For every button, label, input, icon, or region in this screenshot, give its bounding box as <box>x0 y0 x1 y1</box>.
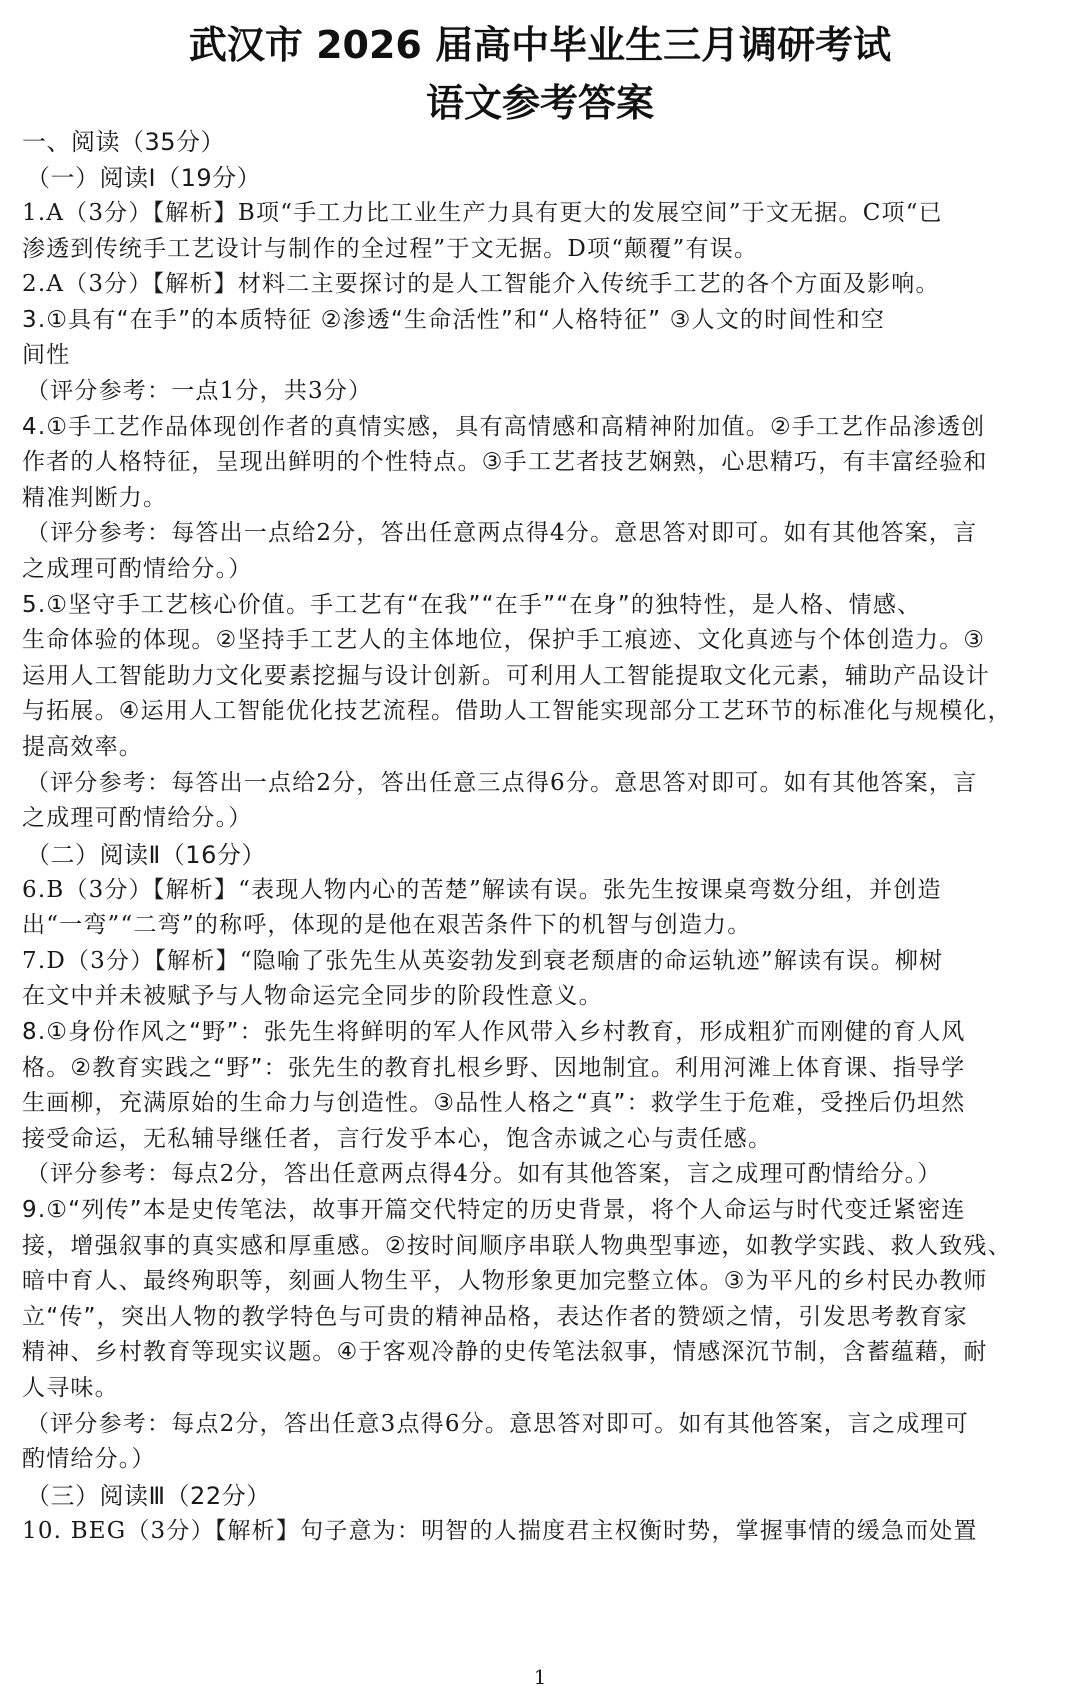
scoring-note: （评分参考：每答出一点给2分，答出任意三点得6分。意思答对即可。如有其他答案，言 <box>26 769 978 796</box>
answer-line: 出“一弯”“二弯”的称呼，体现的是他在艰苦条件下的机智与创造力。 <box>22 912 752 939</box>
answer-line: 9.①“列传”本是史传笔法，故事开篇交代特定的历史背景，将个人命运与时代变迁紧密连 <box>22 1197 966 1224</box>
answer-line: 暗中育人、最终殉职等，刻画人物生平，人物形象更加完整立体。③为平凡的乡村民办教师 <box>22 1268 988 1295</box>
scoring-note: （评分参考：一点1分，共3分） <box>26 377 373 404</box>
answer-line: 7.D（3分）【解析】“隐喻了张先生从英姿勃发到衰老颓唐的命运轨迹”解读有误。柳树 <box>22 947 944 974</box>
scoring-note: （评分参考：每答出一点给2分，答出任意两点得4分。意思答对即可。如有其他答案，言 <box>26 520 978 547</box>
scoring-note: 之成理可酌情给分。） <box>22 555 253 582</box>
answer-line: 精神、乡村教育等现实议题。④于客观冷静的史传笔法叙事，情感深沉节制，含蓄蕴藉，耐 <box>22 1339 988 1366</box>
answer-line: 3.①具有“在手”的本质特征 ②渗透“生命活性”和“人格特征” ③人文的时间性和空 <box>22 306 886 333</box>
answer-line: 渗透到传统手工艺设计与制作的全过程”于文无据。D项“颠覆”有误。 <box>22 235 759 262</box>
document-subtitle: 语文参考答案 <box>425 81 654 125</box>
answer-line: 4.①手工艺作品体现创作者的真情实感，具有高情感和高精神附加值。②手工艺作品渗透创 <box>22 413 986 440</box>
subsection-heading-reading-2: （二）阅读Ⅱ（16分） <box>26 840 266 869</box>
subsection-heading-reading-1: （一）阅读Ⅰ（19分） <box>26 164 262 192</box>
section-heading-reading: 一、阅读（35分） <box>22 128 226 156</box>
answer-line: 提高效率。 <box>22 733 143 760</box>
answer-line: 1.A（3分）【解析】B项“手工力比工业生产力具有更大的发展空间”于文无据。C项“已 <box>22 200 943 226</box>
answer-line: 接受命运，无私辅导继任者，言行发乎本心，饱含赤诚之心与责任感。 <box>22 1125 773 1152</box>
subsection-heading-reading-3: （三）阅读Ⅲ（22分） <box>26 1481 271 1510</box>
document-title: 武汉市 2026 届高中毕业生三月调研考试 <box>188 23 892 67</box>
answer-line: 作者的人格特征，呈现出鲜明的个性特点。③手工艺者技艺娴熟，心思精巧，有丰富经验和 <box>22 449 988 476</box>
answer-line: 6.B（3分）【解析】“表现人物内心的苦楚”解读有误。张先生按课桌弯数分组，并创造 <box>22 876 942 903</box>
answer-line: 与拓展。④运用人工智能优化技艺流程。借助人工智能实现部分工艺环节的标准化与规模化， <box>22 698 1012 725</box>
answer-key-body <box>22 124 1062 1549</box>
page-number: 1 <box>533 1665 547 1689</box>
scoring-note: 酌情给分。） <box>22 1446 156 1473</box>
answer-line: 8.①身份作风之“野”：张先生将鲜明的军人作风带入乡村教育，形成粗犷而刚健的育人风 <box>22 1019 966 1046</box>
answer-line: 接，增强叙事的真实感和厚重感。②按时间顺序串联人物典型事迹，如教学实践、救人致残、 <box>22 1232 1012 1259</box>
answer-line: 在文中并未被赋予与人物命运完全同步的阶段性意义。 <box>22 983 603 1010</box>
answer-line: 10. BEG（3分）【解析】句子意为：明智的人揣度君主权衡时势，掌握事情的缓急而处置 <box>22 1517 978 1544</box>
answer-line: 精准判断力。 <box>22 484 168 511</box>
scoring-note: （评分参考：每点2分，答出任意两点得4分。如有其他答案，言之成理可酌情给分。） <box>26 1161 942 1188</box>
answer-line: 人寻味。 <box>22 1375 119 1401</box>
answer-line: 运用人工智能助力文化要素挖掘与设计创新。可利用人工智能提取文化元素，辅助产品设计 <box>22 662 990 689</box>
answer-line: 5.①坚守手工艺核心价值。手工艺有“在我”“在手”“在身”的独特性，是人格、情感、 <box>22 591 922 618</box>
answer-line: 格。②教育实践之“野”：张先生的教育扎根乡野、因地制宜。利用河滩上体育课、指导学 <box>22 1054 966 1081</box>
scoring-note: 之成理可酌情给分。） <box>22 805 253 832</box>
scoring-note: （评分参考：每点2分，答出任意3点得6分。意思答对即可。如有其他答案，言之成理可 <box>26 1410 969 1437</box>
answer-line: 立“传”，突出人物的教学特色与可贵的精神品格，表达作者的赞颂之情，引发思考教育家 <box>22 1303 968 1330</box>
answer-line: 2.A（3分）【解析】材料二主要探讨的是人工智能介入传统手工艺的各个方面及影响。 <box>22 271 940 298</box>
answer-line: 间性 <box>22 342 71 369</box>
answer-line: 生命体验的体现。②坚持手工艺人的主体地位，保护手工痕迹、文化真迹与个体创造力。③ <box>22 627 986 654</box>
answer-line: 生画柳，充满原始的生命力与创造性。③品性人格之“真”：救学生于危难，受挫后仍坦然 <box>22 1090 966 1117</box>
